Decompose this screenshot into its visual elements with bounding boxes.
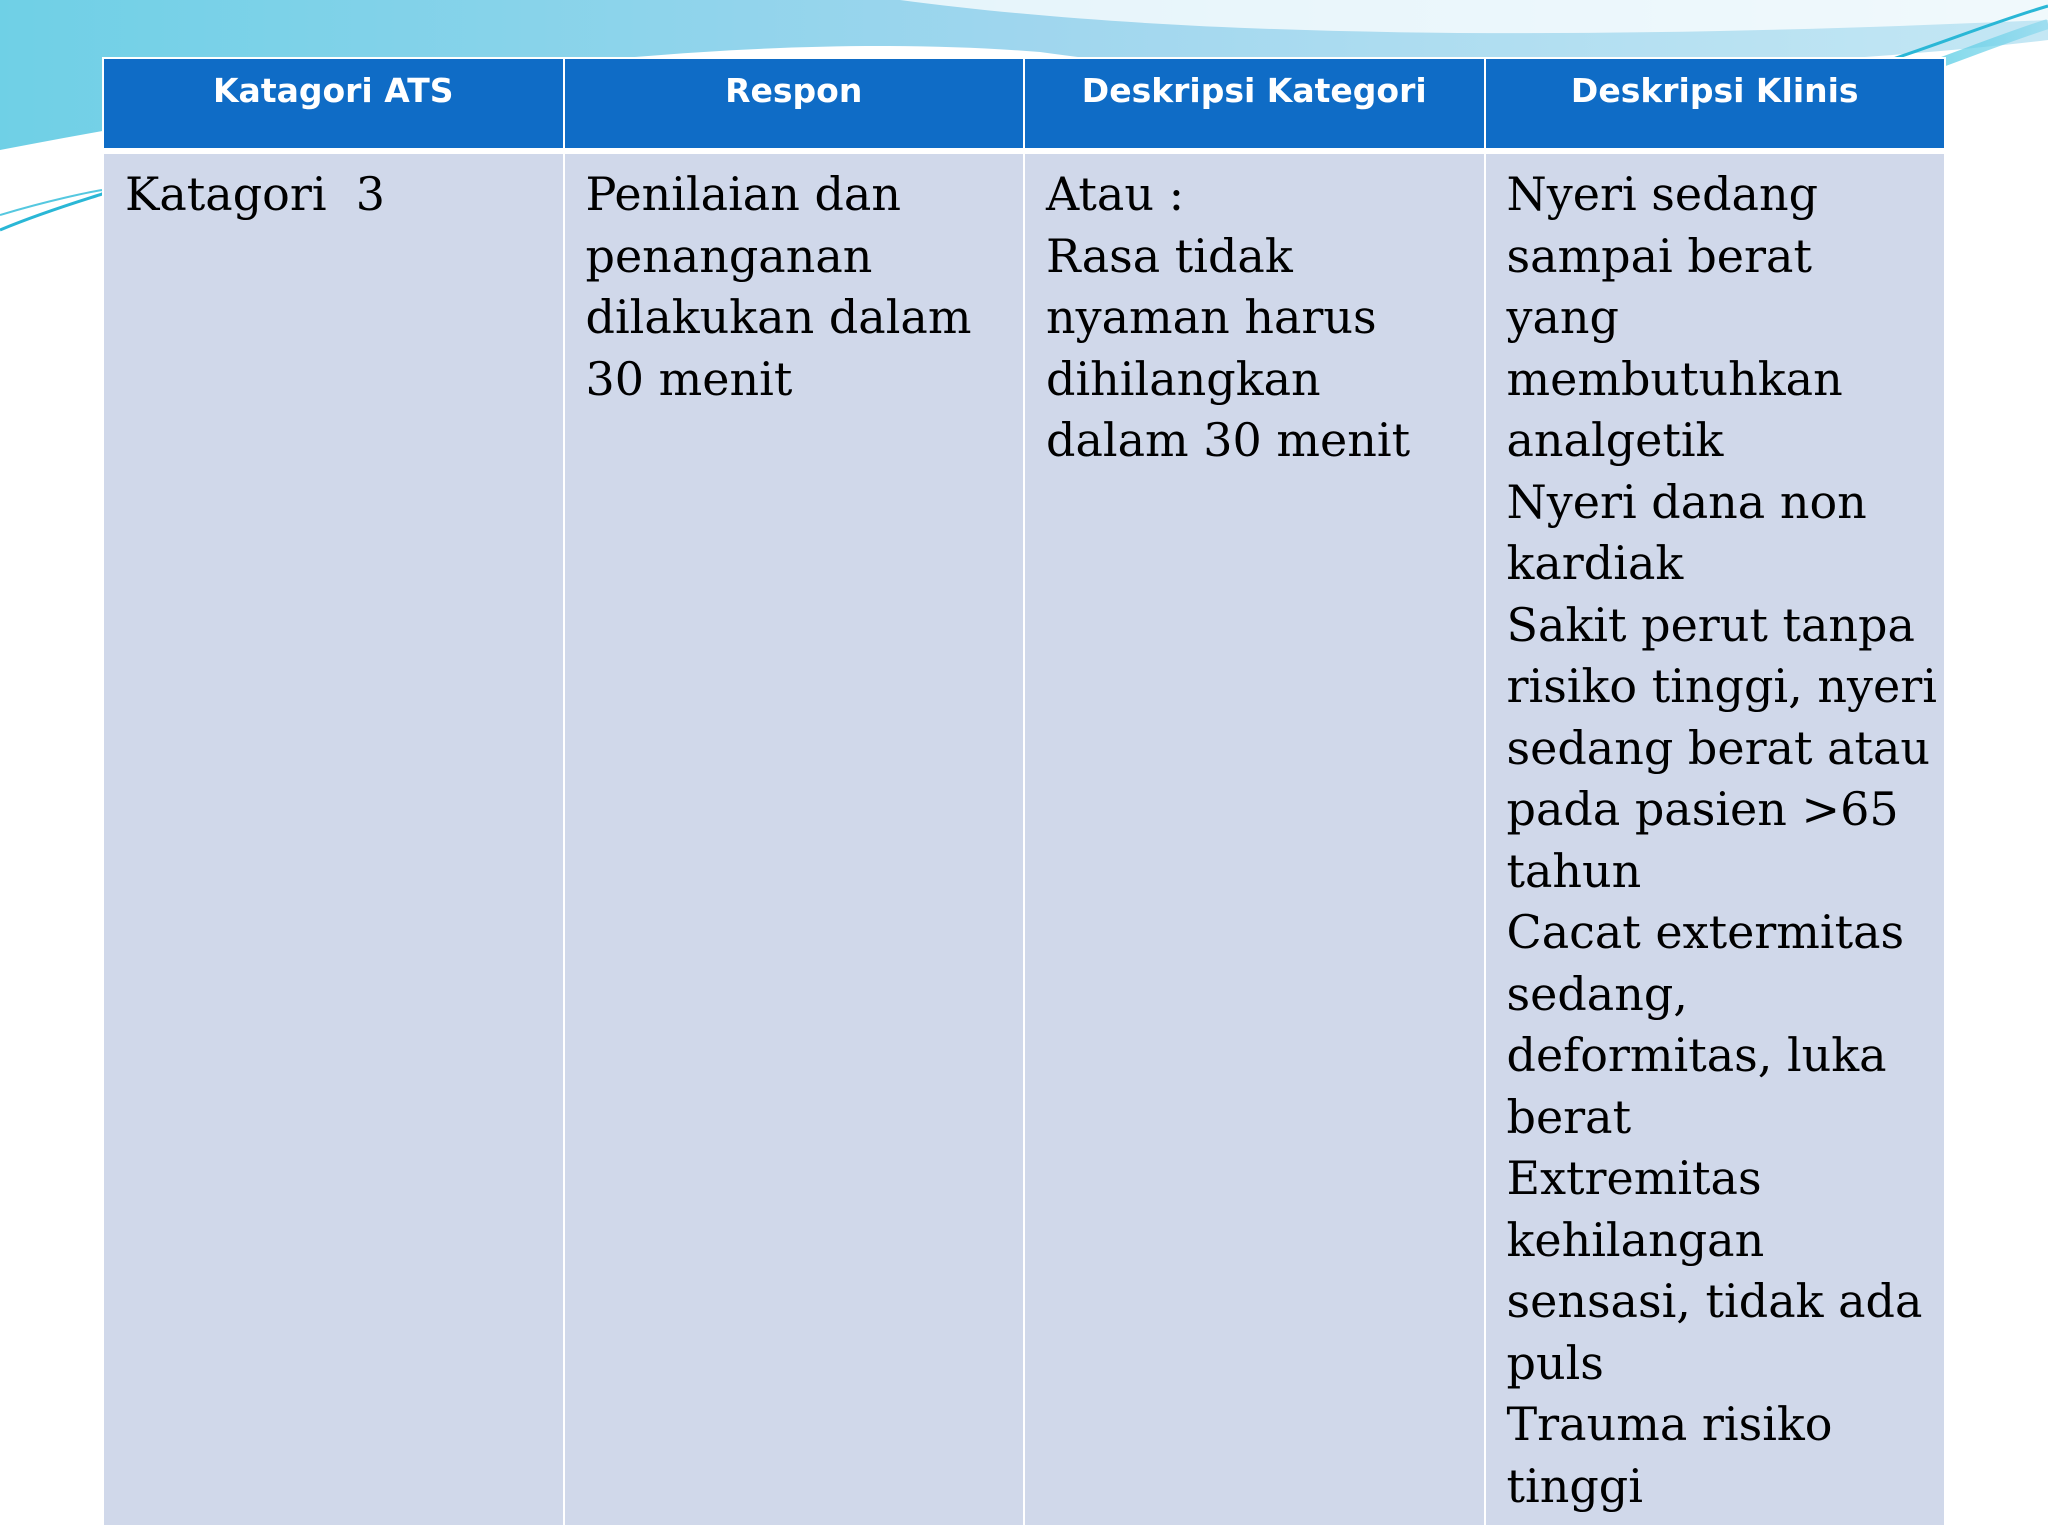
clinical-description-item: Extremitas kehilangan sensasi, tidak ada puls [1506,1151,1923,1390]
clinical-description-item: Trauma risiko tinggi [1506,1397,1833,1513]
ats-category-table [102,57,1946,1525]
cell-clinical-description [1485,151,1946,1525]
cell-category [103,151,564,1525]
table-header-row [103,58,1945,151]
table-row [103,151,1945,1525]
clinical-description-item: Cacat extermitas sedang, deformitas, luka berat [1506,905,1905,1144]
category-description-line: Rasa tidak nyaman harus dihilangkan dalam 30 menit [1046,228,1411,467]
cell-category-description [1024,151,1485,1525]
column-header-clinical-description: Deskripsi Klinis [1485,58,1946,151]
cell-response [564,151,1025,1525]
clinical-description-item: Sakit perut tanpa risiko tinggi, nyeri sedang berat atau pada pasien >65 tahun [1506,597,1937,898]
column-header-category: Katagori ATS [103,58,564,151]
column-header-category-description: Deskripsi Kategori [1024,58,1485,151]
category-description-line: Atau : [1046,167,1185,221]
clinical-description-item: Nyeri sedang sampai berat yang membutuhkan analgetik [1506,167,1843,467]
response-text: Penilaian dan penanganan dilakukan dalam 30 menit [585,167,972,406]
column-header-response: Respon [564,58,1025,151]
clinical-description-item: Nyeri dana non kardiak [1506,474,1867,590]
category-value: Katagori 3 [125,167,386,221]
